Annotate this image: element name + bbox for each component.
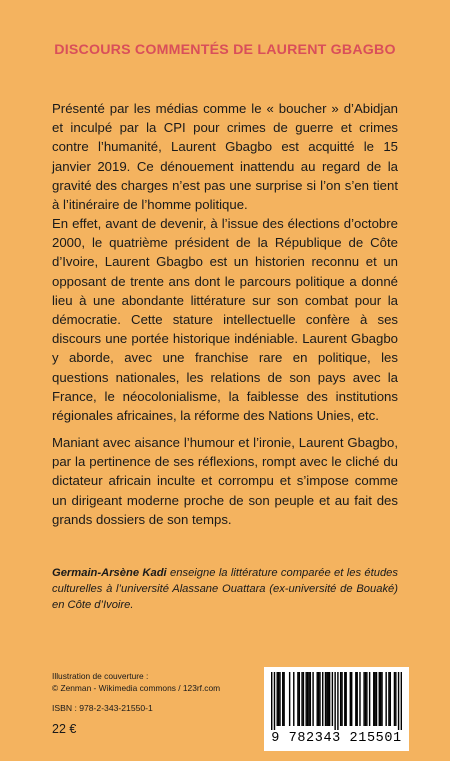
isbn: ISBN : 978-2-343-21550-1 xyxy=(52,703,153,713)
barcode-bar xyxy=(293,672,294,726)
barcode-bar xyxy=(319,672,320,726)
barcode-bar xyxy=(340,672,341,726)
barcode-bar xyxy=(334,672,335,730)
barcode-bar xyxy=(325,672,326,726)
barcode-bar xyxy=(381,672,382,726)
barcode-bar xyxy=(322,672,323,726)
barcode-bar xyxy=(341,672,342,726)
barcode-bar xyxy=(395,672,396,726)
barcode-bar xyxy=(356,672,357,726)
barcode-bars xyxy=(271,672,402,730)
barcode-bar xyxy=(376,672,377,726)
page-title: DISCOURS COMMENTÉS DE LAURENT GBAGBO xyxy=(54,42,396,58)
barcode-bar xyxy=(308,672,309,726)
barcode-bar xyxy=(363,672,364,726)
barcode-bar xyxy=(289,672,290,726)
barcode-bar xyxy=(301,672,302,726)
barcode-bar xyxy=(385,672,386,726)
credits-line-1: Illustration de couverture : xyxy=(52,671,149,681)
barcode-bar xyxy=(318,672,319,726)
barcode-digits: 9 782343 215501 xyxy=(271,731,402,746)
barcode-bar xyxy=(332,672,333,726)
barcode-bar xyxy=(374,672,375,726)
barcode-bar xyxy=(401,672,402,730)
barcode-bar xyxy=(344,672,345,726)
barcode-bar xyxy=(278,672,279,726)
barcode-bar xyxy=(394,672,395,726)
barcode-bar xyxy=(388,672,389,726)
barcode-bar xyxy=(398,672,399,730)
barcode-bar xyxy=(305,672,306,726)
barcode xyxy=(264,667,409,751)
summary-paragraph-1: Présenté par les médias comme le « boucher » d’Abidjan et inculpé par la CPI pour crimes de guerre et crimes contre l’humanité, Laurent Gbagbo est acquitté le 15 janvier 2019. Ce dénouement inattendu au regard de la gravité des charges n’est pas une surprise si l’on s’en tient à l’itinéraire de l’homme politique. xyxy=(52,101,398,213)
barcode-bar xyxy=(351,672,352,726)
barcode-bar xyxy=(328,672,329,726)
barcode-bar xyxy=(329,672,330,726)
barcode-bar xyxy=(271,672,272,730)
barcode-bar xyxy=(365,672,366,726)
cover-credits xyxy=(52,670,220,694)
barcode-bar xyxy=(283,672,284,726)
credits-line-2: © Zenman - Wikimedia commons / 123rf.com xyxy=(52,683,221,693)
barcode-bar xyxy=(307,672,308,726)
author-name: Germain-Arsène Kadi xyxy=(52,567,167,579)
barcode-bar xyxy=(277,672,278,726)
barcode-bar xyxy=(279,672,280,726)
barcode-bar xyxy=(380,672,381,726)
barcode-bar xyxy=(337,672,338,730)
author-note xyxy=(52,565,398,613)
author-bio: enseigne la littérature comparée et les études culturelles à l’université Alassane Ouattara (ex-université de Bouaké) en Côte d’Ivoire. xyxy=(52,567,398,611)
barcode-bar xyxy=(317,672,318,726)
barcode-bar xyxy=(326,672,327,726)
barcode-bar xyxy=(379,672,380,726)
barcode-bar xyxy=(355,672,356,726)
barcode-bar xyxy=(310,672,311,726)
barcode-bar xyxy=(282,672,283,726)
barcode-bar xyxy=(369,672,370,726)
barcode-bar xyxy=(297,672,298,726)
barcode-bar xyxy=(312,672,313,726)
barcode-bar xyxy=(274,672,275,730)
barcode-bar xyxy=(299,672,300,726)
barcode-bar xyxy=(345,672,346,726)
price: 22 € xyxy=(52,722,77,736)
barcode-bar xyxy=(373,672,374,726)
summary-paragraph-3: Maniant avec aisance l’humour et l’ironie, Laurent Gbagbo, par la pertinence de ses réflexions, rompt avec le cliché du dictateur africain inculte et corrompu et s’impose comme un dirigeant moderne proche de son peuple et au fait des grands dossiers de son temps. xyxy=(52,435,398,527)
summary-paragraph-2: En effet, avant de devenir, à l’issue des élections d’octobre 2000, le quatrième président de la République de Côte d’Ivoire, Laurent Gbagbo est un historien reconnu et un opposant de trente ans dont le parcours politique a donné lieu à une abondante littérature sur son combat pour la démocratie. Cette stature intellectuelle confère à ses discours une portée historique indéniable. Laurent Gbagbo y aborde, avec une franchise rare en politique, les questions nationales, les relations de son pays avec la France, le néocolonialisme, la faiblesse des institutions régionales africaines, la réforme des Nations Unies, etc. xyxy=(52,216,398,424)
barcode-bar xyxy=(366,672,367,726)
barcode-bar xyxy=(390,672,391,726)
barcode-bar xyxy=(350,672,351,726)
barcode-bar xyxy=(303,672,304,726)
barcode-bar xyxy=(359,672,360,726)
